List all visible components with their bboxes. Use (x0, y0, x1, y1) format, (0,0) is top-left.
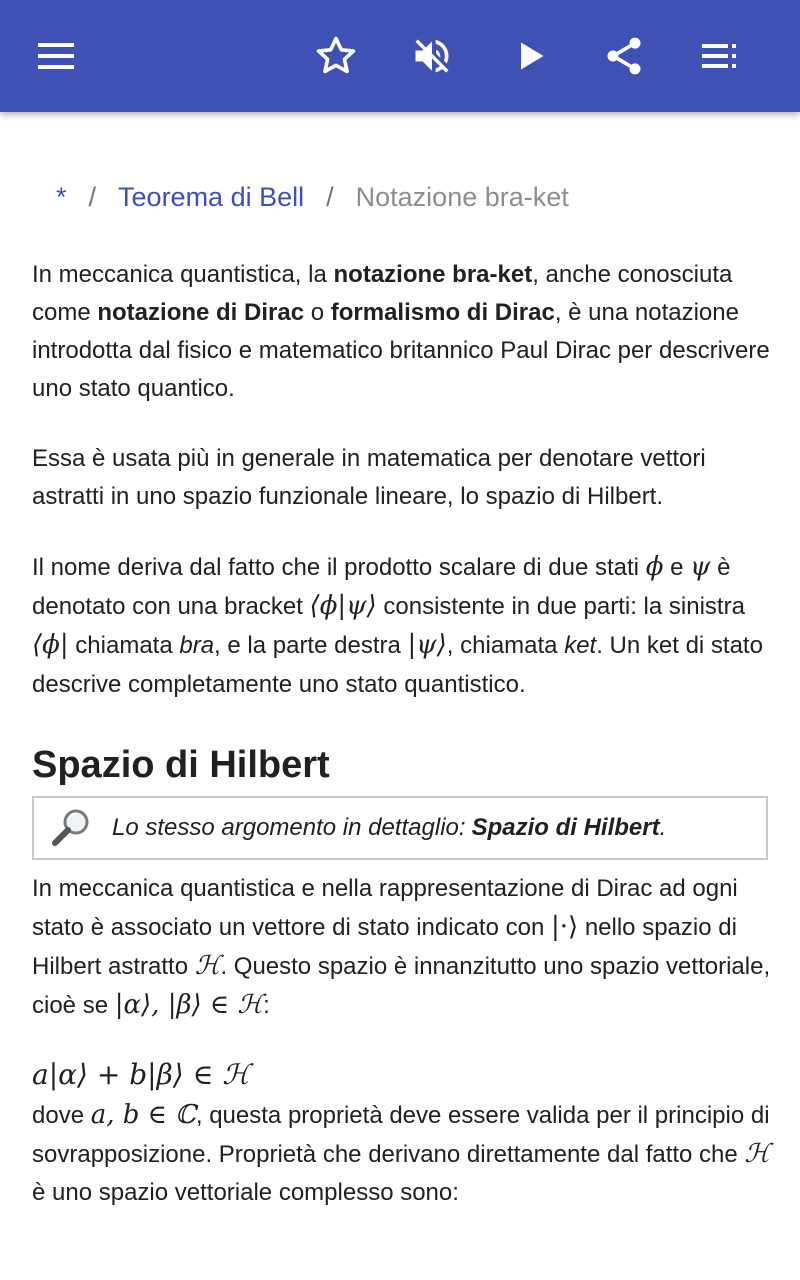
text-run: , e la parte destra (214, 632, 408, 659)
share-icon[interactable] (596, 28, 652, 84)
app-toolbar (0, 0, 800, 112)
hatnote-label: Lo stesso argomento in dettaglio: (112, 814, 466, 841)
display-formula: a|α⟩ + b|β⟩ ∈ ℋ (32, 1058, 250, 1091)
intro-paragraph (32, 256, 772, 408)
math-formula: ⟨ϕ|ψ⟩ (309, 591, 377, 621)
magnifier-icon (50, 806, 94, 850)
breadcrumb-current: Notazione bra-ket (355, 182, 569, 212)
text-run: chiamata (68, 632, 180, 659)
text-run: Il nome deriva dal fatto che il prodotto scalare di due stati (32, 554, 646, 581)
paragraph-4 (32, 870, 772, 1025)
text-run: è uno spazio vettoriale complesso sono: (32, 1179, 459, 1206)
paragraph-2: Essa è usata più in generale in matematica per denotare vettori astratti in uno spazio funzionale lineare, lo spazio di Hilbert. (32, 445, 706, 510)
paragraph-3 (32, 548, 772, 704)
breadcrumb-home-link[interactable]: * (56, 182, 67, 212)
italic-term: bra (179, 632, 215, 659)
bold-term: notazione bra-ket (333, 261, 533, 288)
hatnote-box (32, 796, 768, 860)
hamburger-menu-icon[interactable] (28, 28, 84, 84)
text-run: , chiamata (446, 632, 565, 659)
text-run: In meccanica quantistica, la (32, 261, 334, 288)
text-run: dove (32, 1102, 91, 1129)
math-formula: ψ (690, 552, 711, 582)
star-outline-icon[interactable] (308, 28, 364, 84)
volume-off-icon[interactable] (404, 28, 460, 84)
math-formula: |ψ⟩ (407, 630, 447, 660)
text-run: , è una notazione introdotta dal fisico e matematico britannico Paul Dirac per descrivere uno stato quantico. (32, 299, 770, 402)
math-formula: ⟨ϕ| (32, 630, 69, 660)
breadcrumb-separator: / (88, 182, 97, 212)
text-run: , questa proprietà deve essere valida per il principio di sovrapposizione. Proprietà che derivano direttamente dal fatto che (32, 1102, 770, 1168)
math-formula: ℋ (744, 1139, 771, 1169)
math-formula: a, b ∈ ℂ (90, 1100, 196, 1130)
hatnote-link[interactable]: Spazio di Hilbert (471, 814, 660, 841)
text-run: è denotato con una bracket (32, 554, 731, 620)
breadcrumb-parent-link[interactable]: Teorema di Bell (118, 182, 305, 212)
text-run: : (263, 992, 270, 1019)
math-formula: |·⟩ (550, 912, 579, 942)
text-run: e (663, 554, 691, 581)
math-formula: ℋ (194, 951, 221, 981)
text-run: , anche conosciuta come (32, 261, 733, 326)
paragraph-5 (32, 1096, 772, 1212)
text-run: In meccanica quantistica e nella rappresentazione di Dirac ad ogni stato è associato un vettore di stato indicato con (32, 875, 738, 941)
breadcrumb-separator: / (326, 182, 334, 212)
hatnote-end: . (659, 814, 667, 841)
bold-term: formalismo di Dirac (330, 299, 555, 326)
play-icon[interactable] (502, 28, 558, 84)
italic-term: ket (564, 632, 597, 659)
text-run: . Questo spazio è innanzitutto uno spazio vettoriale, cioè se (32, 953, 771, 1019)
math-formula: |α⟩, |β⟩ ∈ ℋ (114, 990, 264, 1020)
text-run: nello spazio di Hilbert astratto (32, 914, 737, 980)
text-run: . Un ket di stato descrive completamente uno stato quantistico. (32, 632, 763, 698)
text-run: o (304, 299, 331, 326)
breadcrumb (56, 182, 569, 213)
math-formula: ϕ (645, 552, 664, 582)
list-icon[interactable] (692, 28, 748, 84)
text-run: consistente in due parti: la sinistra (376, 593, 745, 620)
section-heading: Spazio di Hilbert (32, 744, 330, 786)
bold-term: notazione di Dirac (97, 299, 305, 326)
